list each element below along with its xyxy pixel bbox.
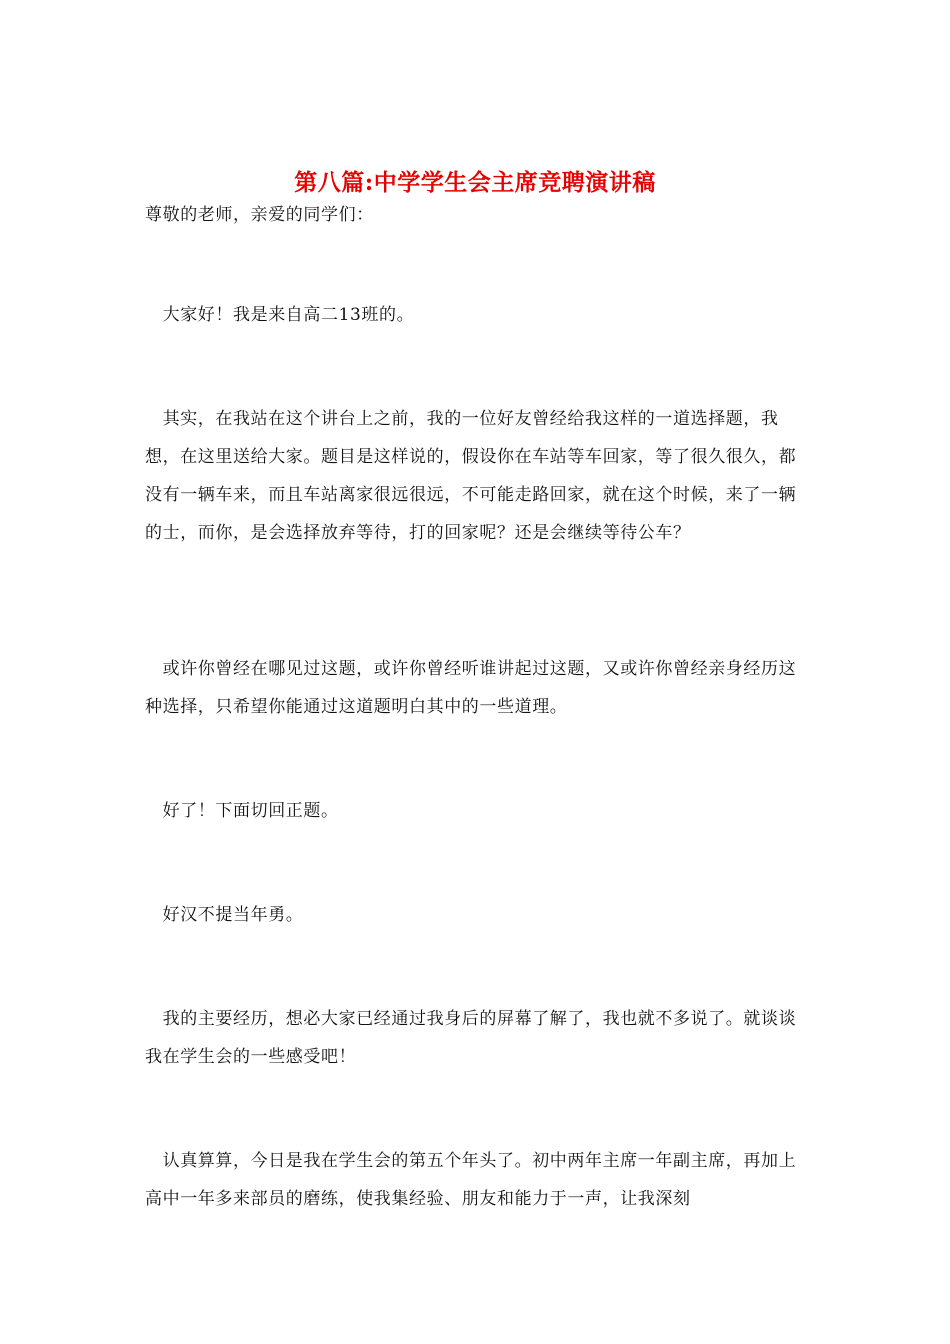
paragraph-greeting: 大家好！我是来自高二13班的。 bbox=[145, 305, 415, 325]
paragraph-proverb: 好汉不提当年勇。 bbox=[145, 905, 304, 925]
paragraph-transition: 好了！下面切回正题。 bbox=[145, 801, 339, 821]
paragraph-experience: 我的主要经历，想必大家已经通过我身后的屏幕了解了，我也就不多说了。就谈谈我在学生会的一些感受吧！ bbox=[145, 1009, 797, 1067]
salutation: 尊敬的老师，亲爱的同学们： bbox=[145, 205, 374, 225]
paragraph-choice-question: 其实，在我站在这个讲台上之前，我的一位好友曾经给我这样的一道选择题，我想，在这里送给大家。题目是这样说的，假设你在车站等车回家，等了很久很久，都没有一辆车来，而且车站离家很远很远，不可能走路回家，就在这个时候，来了一辆的士，而你，是会选择放弃等待，打的回家呢？还是会继续等待公车？ bbox=[145, 409, 797, 543]
paragraph-student-union-years: 认真算算，今日是我在学生会的第五个年头了。初中两年主席一年副主席，再加上高中一年多来部员的磨练，使我集经验、朋友和能力于一声，让我深刻 bbox=[145, 1151, 797, 1209]
document-title: 第八篇:中学学生会主席竞聘演讲稿 bbox=[294, 169, 656, 197]
paragraph-reflection: 或许你曾经在哪见过这题，或许你曾经听谁讲起过这题，又或许你曾经亲身经历这种选择，只希望你能通过这道题明白其中的一些道理。 bbox=[145, 659, 797, 717]
